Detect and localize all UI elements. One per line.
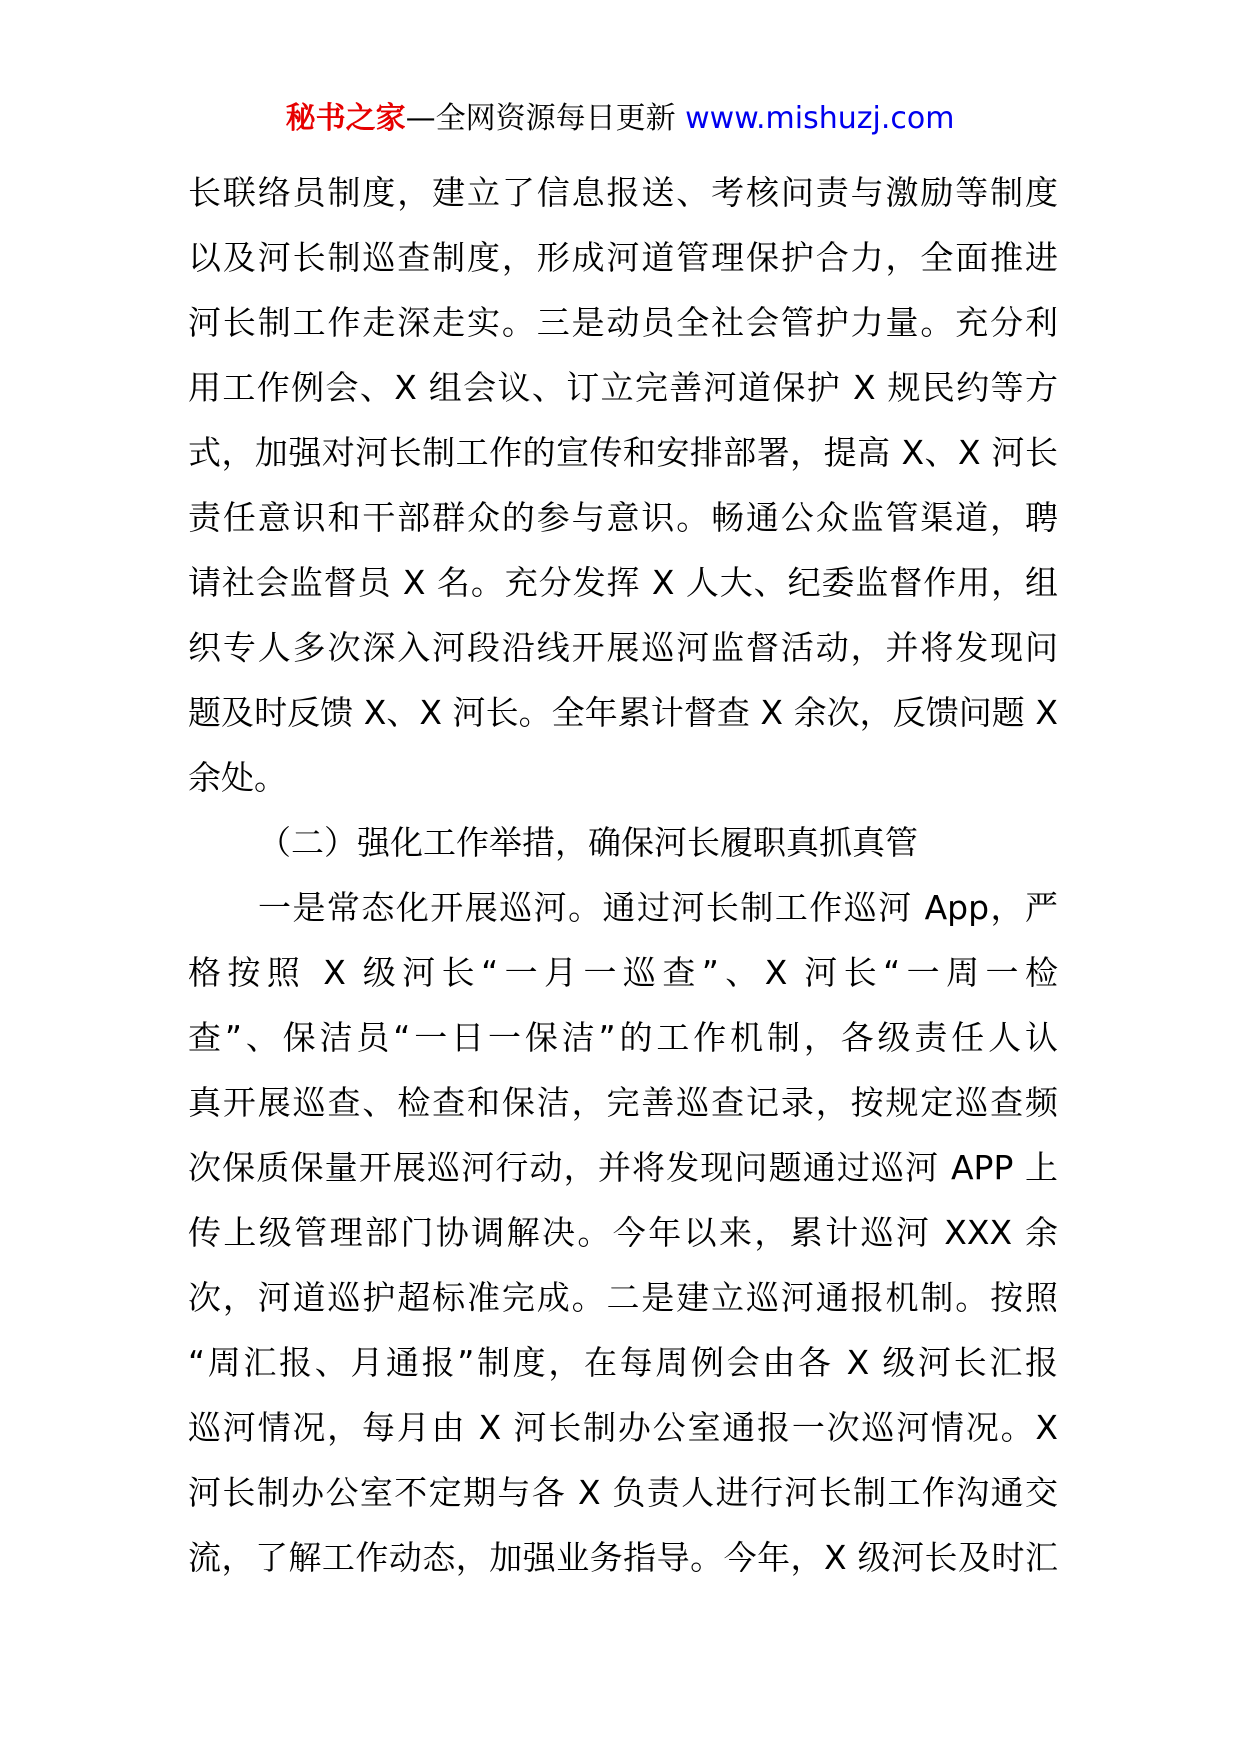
site-tagline: —全网资源每日更新 [405,101,686,136]
text-line: 式，加强对河长制工作的宣传和安排部署，提高 X、X 河长 [188,433,1058,472]
section-heading: （二）强化工作举措，确保河长履职真抓真管 [258,823,918,862]
text-line: 余处。 [188,758,287,797]
site-header [0,98,1240,140]
text-line: 流，了解工作动态，加强业务指导。今年，X 级河长及时汇 [188,1538,1058,1577]
text-line: 请社会监督员 X 名。充分发挥 X 人大、纪委监督作用，组 [188,563,1058,602]
text-line: 真开展巡查、检查和保洁，完善巡查记录，按规定巡查频 [188,1083,1058,1122]
text-line: 用工作例会、X 组会议、订立完善河道保护 X 规民约等方 [188,368,1058,407]
text-line: 查”、保洁员“一日一保洁”的工作机制，各级责任人认 [188,1018,1058,1057]
text-line: 长联络员制度，建立了信息报送、考核问责与激励等制度 [188,173,1058,212]
text-line: “周汇报、月通报”制度，在每周例会由各 X 级河长汇报 [188,1343,1058,1382]
text-line: 以及河长制巡查制度，形成河道管理保护合力，全面推进 [188,238,1058,277]
text-line: 格按照 X 级河长“一月一巡查”、X 河长“一周一检 [188,953,1058,992]
text-line: 河长制工作走深走实。三是动员全社会管护力量。充分利 [188,303,1058,342]
text-line: 巡河情况，每月由 X 河长制办公室通报一次巡河情况。X [188,1408,1058,1447]
text-line: 题及时反馈 X、X 河长。全年累计督查 X 余次，反馈问题 X [188,693,1058,732]
text-line: 责任意识和干部群众的参与意识。畅通公众监管渠道，聘 [188,498,1058,537]
text-line: 河长制办公室不定期与各 X 负责人进行河长制工作沟通交 [188,1473,1058,1512]
site-url-link[interactable]: www.mishuzj.com [685,101,955,136]
text-line: 一是常态化开展巡河。通过河长制工作巡河 App，严 [258,888,1058,927]
text-line: 次，河道巡护超标准完成。二是建立巡河通报机制。按照 [188,1278,1058,1317]
text-line: 传上级管理部门协调解决。今年以来，累计巡河 XXX 余 [188,1213,1058,1252]
text-line: 次保质保量开展巡河行动，并将发现问题通过巡河 APP 上 [188,1148,1058,1187]
document-body [188,160,1058,1590]
paragraph-1 [188,160,1058,810]
text-line: 织专人多次深入河段沿线开展巡河监督活动，并将发现问 [188,628,1058,667]
paragraph-2 [188,875,1058,1590]
site-brand: 秘书之家 [285,101,406,136]
